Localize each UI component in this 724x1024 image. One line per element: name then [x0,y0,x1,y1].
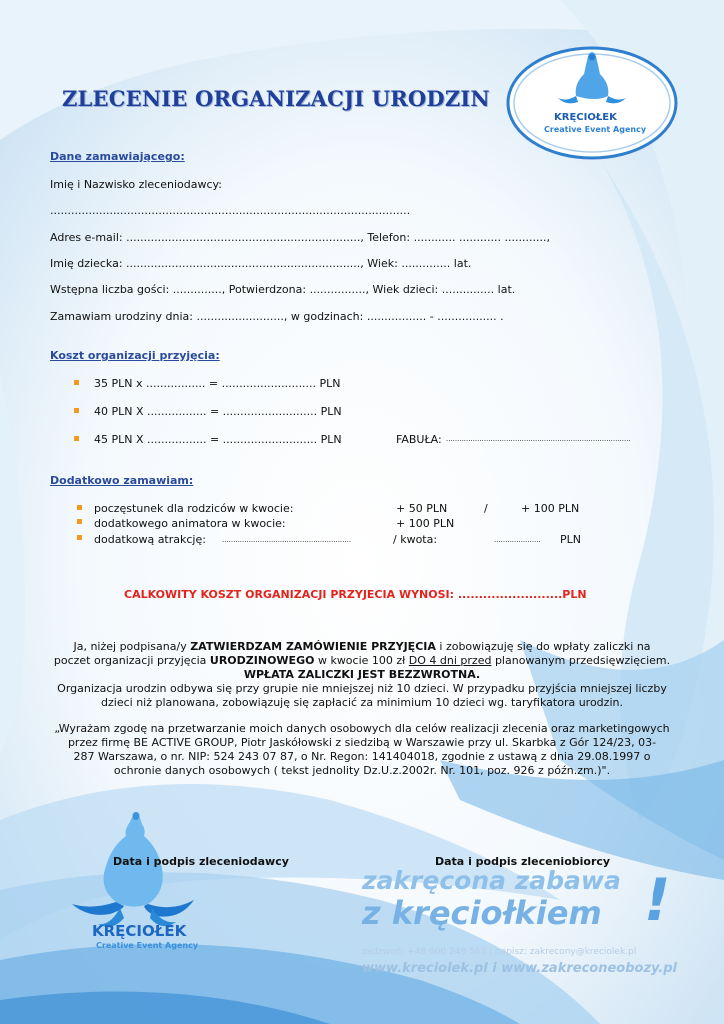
email-phone-field[interactable]: Adres e-mail: ..................................................................., Telefon: ............ ............ ............, [50,231,550,244]
signature-contractor[interactable]: Data i podpis zleceniobiorcy [435,855,611,868]
bullet-icon [74,436,79,441]
kreciolek-mascot-icon [504,44,680,162]
extra-attraction-kwota-field[interactable]: ..................... [494,536,541,544]
bottom-logo [62,808,212,958]
consent-line-3: 287 Warszawa, o nr. NIP: 524 243 07 87, o Nr. Regon: 141404018, zgodnie z ustawą z dnia 29.08.1997 o [73,750,651,763]
orderer-heading: Dane zamawiającego: [50,150,185,163]
consent-line-4: ochronie danych osobowych ( tekst jednolity Dz.U.z.2002r. Nr. 101, poz. 926 z późn.zm.)". [113,764,611,777]
top-logo-tagline: Creative Event Agency [544,125,647,134]
guests-count-field[interactable]: Wstępna liczba gości: .............., Potwierdzona: ................, Wiek dzieci: ............... lat. [50,283,516,296]
consent-line-2: przez firmę BE ACTIVE GROUP, Piotr Jaskółowski z siedzibą w Warszawie przy ul. Skarbka z Gór 124/23, 03- [67,736,657,749]
extra-parents-snack-price-2[interactable]: + 100 PLN [521,502,580,515]
orderer-name-field[interactable]: ....................................................................................................... [50,204,411,217]
top-logo [504,44,680,162]
bottom-logo-tagline: Creative Event Agency [96,941,199,950]
fabula-label: FABUŁA: [396,433,442,446]
extra-parents-snack-price-1[interactable]: + 50 PLN [396,502,448,515]
min-group-note-1: Organizacja urodzin odbywa się przy grupie nie mniejszej niż 10 dzieci. W przypadku przyjścia mniejszej liczby [57,682,667,695]
confirmation-text [30,640,694,710]
confirm-line-1: Ja, niżej podpisana/y ZATWIERDZAM ZAMÓWIENIE PRZYJĘCIA i zobowiązuję się do wpłaty zaliczki na [73,640,651,653]
bullet-icon [74,408,79,413]
bullet-icon [74,380,79,385]
price-separator: / [484,502,488,515]
extra-animator-label: dodatkowego animatora w kwocie: [94,517,286,530]
consent-line-1: „Wyrażam zgodę na przetwarzanie moich danych osobowych dla celów realizacji zlecenia oraz marketingowych [54,722,670,735]
bottom-logo-name: KRĘCIOŁEK [92,922,187,940]
data-consent-text [30,722,694,778]
bullet-icon [77,505,82,510]
cost-heading: Koszt organizacji przyjęcia: [50,349,220,362]
cost-row-45[interactable]: 45 PLN X ................. = ........................... PLN [94,433,342,446]
slogan-line-1: zakręcona zabawa [362,866,621,895]
contact-line: zadzwoń: +48 600 249 563 | napisz: zakrecony@kreciolek.pl [362,947,637,957]
confirm-line-2: poczet organizacji przyjęcia URODZINOWEGO w kwocie 100 zł DO 4 dni przed planowanym przedsięwzięciem. [53,654,671,667]
total-cost[interactable]: CALKOWITY KOSZT ORGANIZACJI PRZYJECIA WYNOSI: .........................PLN [124,588,587,601]
website-links[interactable]: www.kreciolek.pl i www.zakreconeobozy.pl [362,961,678,976]
extra-animator-price[interactable]: + 100 PLN [396,517,455,530]
cost-row-35[interactable]: 35 PLN x ................. = ........................... PLN [94,377,341,390]
cost-row-40[interactable]: 40 PLN X ................. = ........................... PLN [94,405,342,418]
bullet-icon [77,535,82,540]
fabula-field[interactable]: ................................................................................... [446,435,631,443]
extra-attraction-field[interactable]: .......................................................... [222,536,352,544]
page-title: ZLECENIE ORGANIZACJI URODZIN [62,86,490,111]
extra-attraction-pln: PLN [560,533,581,546]
extra-attraction-label: dodatkową atrakcję: [94,533,206,546]
orderer-name-label: Imię i Nazwisko zleceniodawcy: [50,178,222,191]
top-logo-name: KRĘCIOŁEK [554,112,617,123]
slogan-exclamation: ! [644,866,671,934]
signature-client[interactable]: Data i podpis zleceniodawcy [113,855,289,868]
min-group-note-2: dzieci niż planowana, zobowiązuję się zapłacić za minimium 10 dzieci wg. taryfikatora urodzin. [101,696,623,709]
party-date-field[interactable]: Zamawiam urodziny dnia: ........................., w godzinach: ................. - ................. . [50,310,504,323]
slogan-line-2: z kręciołkiem [362,894,602,932]
nonrefundable-note: WPŁATA ZALICZKI JEST BEZZWROTNA. [243,668,481,681]
extra-attraction-kwota-label: / kwota: [393,533,438,546]
extras-heading: Dodatkowo zamawiam: [50,474,194,487]
extra-parents-snack-label: poczęstunek dla rodziców w kwocie: [94,502,294,515]
bullet-icon [77,519,82,524]
child-name-age-field[interactable]: Imię dziecka: ..................................................................., Wiek: .............. lat. [50,257,472,270]
